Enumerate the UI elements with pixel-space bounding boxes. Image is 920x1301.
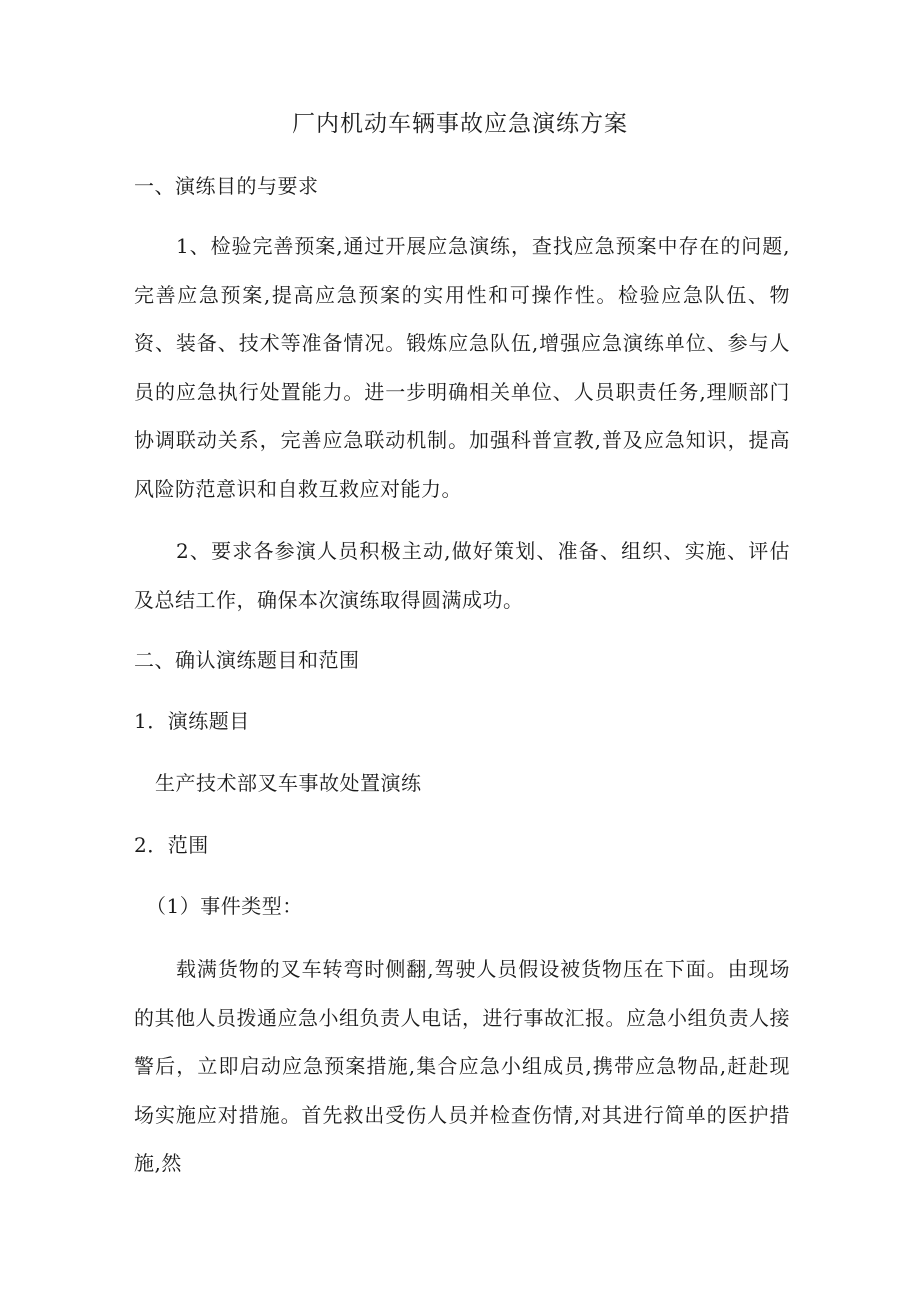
event-type-paragraph: 载满货物的叉车转弯时侧翻,驾驶人员假设被货物压在下面。由现场的其他人员拨通应急小组负责人电话，进行事故汇报。应急小组负责人接警后，立即启动应急预案措施,集合应急小组成员,携带应急物品,赶赴现场实施应对措施。首先救出受伤人员并检查伤情,对其进行简单的医护措施,然 <box>134 957 790 1175</box>
section-1-paragraph-2: 2、要求各参演人员积极主动,做好策划、准备、组织、实施、评估及总结工作，确保本次演练取得圆满成功。 <box>134 539 790 612</box>
document-title: 厂内机动车辆事故应急演练方案 <box>292 111 628 137</box>
section-1-paragraph-1: 1、检验完善预案,通过开展应急演练，查找应急预案中存在的问题,完善应急预案,提高应急预案的实用性和可操作性。检验应急队伍、物资、装备、技术等准备情况。锻炼应急队伍,增强应急演练单位、参与人员的应急执行处置能力。进一步明确相关单位、人员职责任务,理顺部门协调联动关系，完善应急联动机制。加强科普宣教,普及应急知识，提高风险防范意识和自救互救应对能力。 <box>134 234 790 501</box>
section-1-heading: 一、演练目的与要求 <box>134 174 319 198</box>
item-1-heading: 1．演练题目 <box>134 709 250 733</box>
drill-title-text: 生产技术部叉车事故处置演练 <box>155 771 422 795</box>
section-2-heading: 二、确认演练题目和范围 <box>134 648 360 672</box>
event-type-heading: （1）事件类型： <box>146 894 303 918</box>
item-2-heading: 2．范围 <box>134 833 209 857</box>
